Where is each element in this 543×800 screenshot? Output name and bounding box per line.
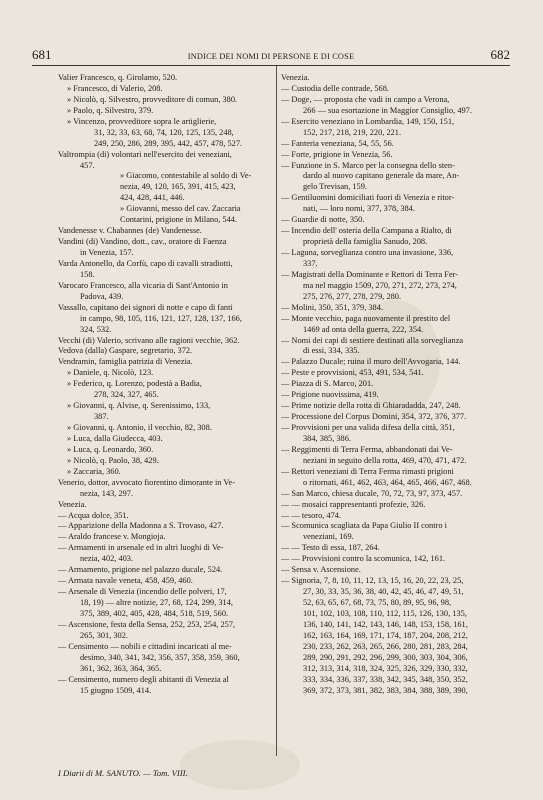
index-entry-line: — Ascensione, festa della Sensa, 252, 253, 254, 257,: [58, 619, 236, 629]
index-entry-line: Varda Antonello, da Corfù, capo di cavalli stradiotti,: [58, 258, 233, 268]
index-entry-line: dardo al nuovo capitano generale da mare, An-: [303, 171, 460, 181]
index-entry-line: — Armata navale veneta, 458, 459, 460.: [58, 576, 193, 586]
index-entry-line: Valtrompia (di) volontari nell'esercito dei veneziani,: [58, 149, 232, 159]
column-divider: [276, 66, 277, 756]
index-entry-line: nati, — loro nomi, 377, 378, 384.: [303, 204, 415, 214]
index-entry-line: » Zaccaria, 360.: [67, 466, 121, 476]
index-entry-line: Venerio, dottor, avvocato fiorentino dimorante in Ve-: [58, 477, 235, 487]
index-entry-line: 369, 372, 373, 381, 382, 383, 384, 388, 389, 390,: [303, 685, 468, 695]
index-entry-line: — San Marco, chiesa ducale, 70, 72, 73, 97, 373, 457.: [281, 488, 463, 498]
index-entry-line: 101, 102, 103, 108, 110, 112, 115, 126, 130, 135,: [303, 608, 467, 618]
index-entry-line: 361, 362, 363, 364, 365.: [80, 663, 162, 673]
index-entry-line: — Molini, 350, 351, 379, 384.: [281, 302, 383, 312]
index-entry-line: nezia, 49, 120, 165, 391, 415, 423,: [120, 182, 236, 192]
index-entry-line: — — mosaici rappresentanti profezie, 326.: [281, 499, 426, 509]
index-entry-line: — Forte, prigione in Venezia, 56.: [281, 149, 393, 159]
index-column-right: [281, 73, 487, 696]
index-entry-line: 384, 385, 386.: [303, 433, 351, 443]
index-entry-line: in campo, 98, 105, 116, 121, 127, 128, 137, 166,: [80, 313, 242, 323]
index-entry-line: 457.: [80, 160, 95, 170]
index-entry-line: neziani in seguito della rotta, 469, 470, 471, 472.: [303, 455, 467, 465]
running-title: INDICE DEI NOMI DI PERSONE E DI COSE: [187, 52, 355, 61]
index-entry-line: — Apparizione della Madonna a S. Trovaso, 427.: [58, 521, 224, 531]
index-entry-line: gelo Trevisan, 159.: [303, 182, 367, 192]
index-entry-line: o ritornati, 461, 462, 463, 464, 465, 466, 467, 468.: [303, 477, 472, 487]
index-entry-line: 387.: [94, 412, 109, 422]
index-entry-line: di essi, 334, 335.: [303, 346, 360, 356]
index-entry-line: 324, 532.: [80, 324, 112, 334]
index-entry-line: 278, 324, 327, 465.: [94, 390, 159, 400]
index-entry-line: 15 giugno 1509, 414.: [80, 685, 152, 695]
index-entry-line: Venezia.: [58, 499, 87, 509]
index-entry-line: Contarini, prigione in Milano, 544.: [120, 215, 238, 225]
index-entry-line: » Giovanni, q. Alvise, q. Serenissimo, 133,: [67, 401, 211, 411]
index-entry-line: ma nel maggio 1509, 270, 271, 272, 273, 274,: [303, 280, 457, 290]
index-entry-line: — Araldo francese v. Mongioja.: [58, 532, 166, 542]
index-entry-line: veneziani, 169.: [303, 532, 354, 542]
index-entry-line: » Paolo, q. Silvestro, 379.: [67, 105, 154, 115]
index-entry-line: 375, 389, 402, 405, 428, 484, 518, 519, 560.: [80, 608, 229, 618]
index-entry-line: proprietà della famiglia Sanudo, 208.: [303, 237, 428, 247]
index-entry-line: 230, 233, 262, 263, 265, 266, 280, 281, 283, 284,: [303, 641, 468, 651]
index-entry-line: — Esercito veneziano in Lombardia, 149, 150, 151,: [281, 116, 455, 126]
index-entry-line: » Nicolò, q. Paolo, 38, 429.: [67, 455, 159, 465]
index-entry-line: 152, 217, 218, 219, 220, 221.: [303, 127, 402, 137]
index-column-left: [58, 73, 272, 696]
index-entry-line: nezia, 402, 403.: [80, 554, 134, 564]
index-entry-line: Vandini (di) Vandino, dott., cav., oratore di Faenza: [58, 237, 227, 247]
index-entry-line: — Armamento, prigione nel palazzo ducale, 524.: [58, 565, 223, 575]
index-entry-line: — Magistrati della Dominante e Rettori di Terra Fer-: [281, 269, 459, 279]
index-entry-line: » Giovanni, q. Antonio, il vecchio, 82, 308.: [67, 423, 212, 432]
index-entry-line: 333, 334, 336, 337, 338, 342, 345, 348, 350, 352,: [303, 674, 468, 684]
index-entry-line: » Giovanni, messo del cav. Zaccaria: [120, 204, 241, 214]
index-entry-line: — — tesoro, 474.: [281, 510, 342, 520]
index-entry-line: — Palazzo Ducale; ruina il muro dell'Avvogaria, 144.: [281, 357, 461, 367]
index-entry-line: — Rettori veneziani di Terra Ferma rimasti prigioni: [281, 466, 454, 476]
index-entry-line: Vendramin, famiglia patrizia di Venezia.: [58, 357, 193, 367]
index-entry-line: 18, 19) — altre notizie, 27, 68, 124, 299, 314,: [80, 598, 233, 607]
index-entry-line: 31, 32, 33, 63, 68, 74, 120, 125, 135, 248,: [94, 127, 234, 137]
index-entry-line: — Incendio dell' osteria della Campana a Rialto, di: [281, 226, 452, 236]
index-entry-line: Vecchi (di) Valerio, scrivano alle ragioni vecchie, 362.: [58, 335, 240, 345]
index-entry-line: 27, 30, 33, 35, 36, 38, 40, 42, 45, 46, 47, 49, 51,: [303, 587, 464, 597]
index-entry-line: 136, 140, 141, 142, 143, 146, 148, 153, 158, 161,: [303, 619, 468, 629]
index-entry-line: — Prime notizie della rotta di Ghiaradadda, 247, 248.: [281, 401, 461, 411]
index-entry-line: in Venezia, 157.: [80, 248, 134, 257]
index-entry-line: — Signoria, 7, 8, 10, 11, 12, 13, 15, 16, 20, 22, 23, 25,: [281, 576, 464, 586]
index-entry-line: 337.: [303, 258, 318, 268]
index-entry-line: — Fanteria veneziana, 54, 55, 56.: [281, 138, 394, 148]
index-entry-line: — Prigione nuovissima, 419.: [281, 390, 379, 400]
index-entry-line: — Censimento — nobili e cittadini incaricati al me-: [58, 641, 232, 651]
index-entry-line: — Piazza di S. Marco, 201.: [281, 379, 374, 389]
index-entry-line: — Reggimenti di Terra Ferma, abbandonati dai Ve-: [281, 444, 453, 454]
page-number-left: 681: [32, 47, 52, 62]
index-entry-line: — Censimento, numero degli abitanti di Venezia al: [58, 674, 229, 684]
index-entry-line: 249, 250, 286, 289, 395, 442, 457, 478, 527.: [94, 138, 243, 148]
index-entry-line: 1469 ad onta della guerra, 222, 354.: [303, 324, 424, 334]
index-entry-line: 52, 63, 65, 67, 68, 73, 75, 80, 89, 95, 96, 98,: [303, 598, 452, 607]
index-entry-line: — Laguna, sorveglianza contro una invasione, 336,: [281, 248, 454, 257]
index-entry-line: — Monte vecchio, paga nuovamente il prestito del: [281, 313, 451, 323]
index-entry-line: — Custodia delle contrade, 568.: [281, 83, 389, 93]
index-entry-line: Valier Francesco, q. Girolamo, 520.: [58, 73, 178, 82]
index-entry-line: » Luca, q. Leonardo, 360.: [67, 444, 154, 454]
index-entry-line: — — Testo di essa, 187, 264.: [281, 543, 380, 553]
index-entry-line: 275, 276, 277, 278, 279, 280.: [303, 291, 402, 301]
index-entry-line: — Provvisioni per una valida difesa della città, 351,: [281, 423, 455, 432]
index-entry-line: — Nomi dei capi di sestiere destinati alla sorveglianza: [281, 335, 464, 345]
index-entry-line: Vassallo, capitano dei signori di notte e capo di fanti: [58, 302, 233, 312]
index-entry-line: Varocaro Francesco, alla vicaria di Sant'Antonio in: [58, 280, 228, 290]
index-entry-line: — Scomunica scagliata da Papa Giulio II contro i: [281, 521, 447, 531]
index-entry-line: 162, 163, 164, 169, 171, 174, 187, 204, 208, 212,: [303, 630, 468, 640]
index-entry-line: — Funzione in S. Marco per la consegna dello sten-: [281, 160, 455, 170]
index-entry-line: 266 — sua esortazione in Maggior Consiglio, 497.: [303, 105, 472, 115]
index-entry-line: » Vincenzo, provveditore sopra le artiglierie,: [67, 116, 217, 126]
index-entry-line: Vandenesse v. Chabannes (de) Vandenesse.: [58, 226, 202, 236]
page-header: [32, 47, 510, 66]
index-entry-line: — Arsenale di Venezia (incendio delle polveri, 17,: [58, 587, 227, 597]
index-entry-line: 424, 428, 441, 446.: [120, 193, 185, 203]
index-entry-line: » Giacomo, contestabile al soldo di Ve-: [120, 171, 252, 181]
index-entry-line: — Guardie di notte, 350.: [281, 215, 365, 225]
index-entry-line: 158.: [80, 269, 95, 279]
index-entry-line: — Gentiluomini domiciliati fuori di Venezia e ritor-: [281, 193, 455, 203]
index-entry-line: 265, 301, 302.: [80, 630, 128, 640]
index-entry-line: » Nicolò, q. Silvestro, provveditore di comun, 380.: [67, 94, 238, 104]
index-entry-line: » Francesco, di Valerio, 208.: [67, 83, 163, 93]
index-entry-line: nezia, 143, 297.: [80, 488, 134, 498]
index-entry-line: Venezia.: [281, 73, 310, 82]
index-entry-line: desimo, 340, 341, 342, 356, 357, 358, 359, 360,: [80, 652, 240, 662]
paper-stain: [180, 740, 300, 790]
page-number-right: 682: [490, 47, 510, 62]
index-entry-line: — Peste e provvisioni, 453, 491, 534, 541.: [281, 368, 424, 378]
index-entry-line: » Daniele, q. Nicolò, 123.: [67, 368, 154, 378]
index-entry-line: 312, 313, 314, 318, 324, 325, 326, 329, 330, 332,: [303, 663, 468, 673]
index-entry-line: » Federico, q. Lorenzo, podestà a Badia,: [67, 379, 202, 389]
index-entry-line: » Luca, dalla Giudecca, 403.: [67, 433, 163, 443]
index-entry-line: — Sensa v. Ascensione.: [281, 565, 361, 575]
index-entry-line: — — Provvisioni contro la scomunica, 142, 161.: [281, 554, 446, 564]
index-entry-line: 289, 290, 291, 292, 296, 299, 300, 303, 304, 306,: [303, 652, 468, 662]
index-entry-line: — Doge, — proposta che vadi in campo a Verona,: [281, 94, 450, 104]
index-entry-line: Padova, 439.: [80, 291, 124, 301]
index-entry-line: — Processione del Corpus Domini, 354, 372, 376, 377.: [281, 412, 467, 422]
index-entry-line: — Acqua dolce, 351.: [58, 510, 129, 520]
index-entry-line: — Armamenti in arsenale ed in altri luoghi di Ve-: [58, 543, 224, 553]
index-entry-line: Vedova (dalla) Gaspare, segretario, 372.: [58, 346, 193, 356]
footer-signature-note: I Diarii di M. SANUTO. — Tom. VIII.: [58, 768, 188, 778]
